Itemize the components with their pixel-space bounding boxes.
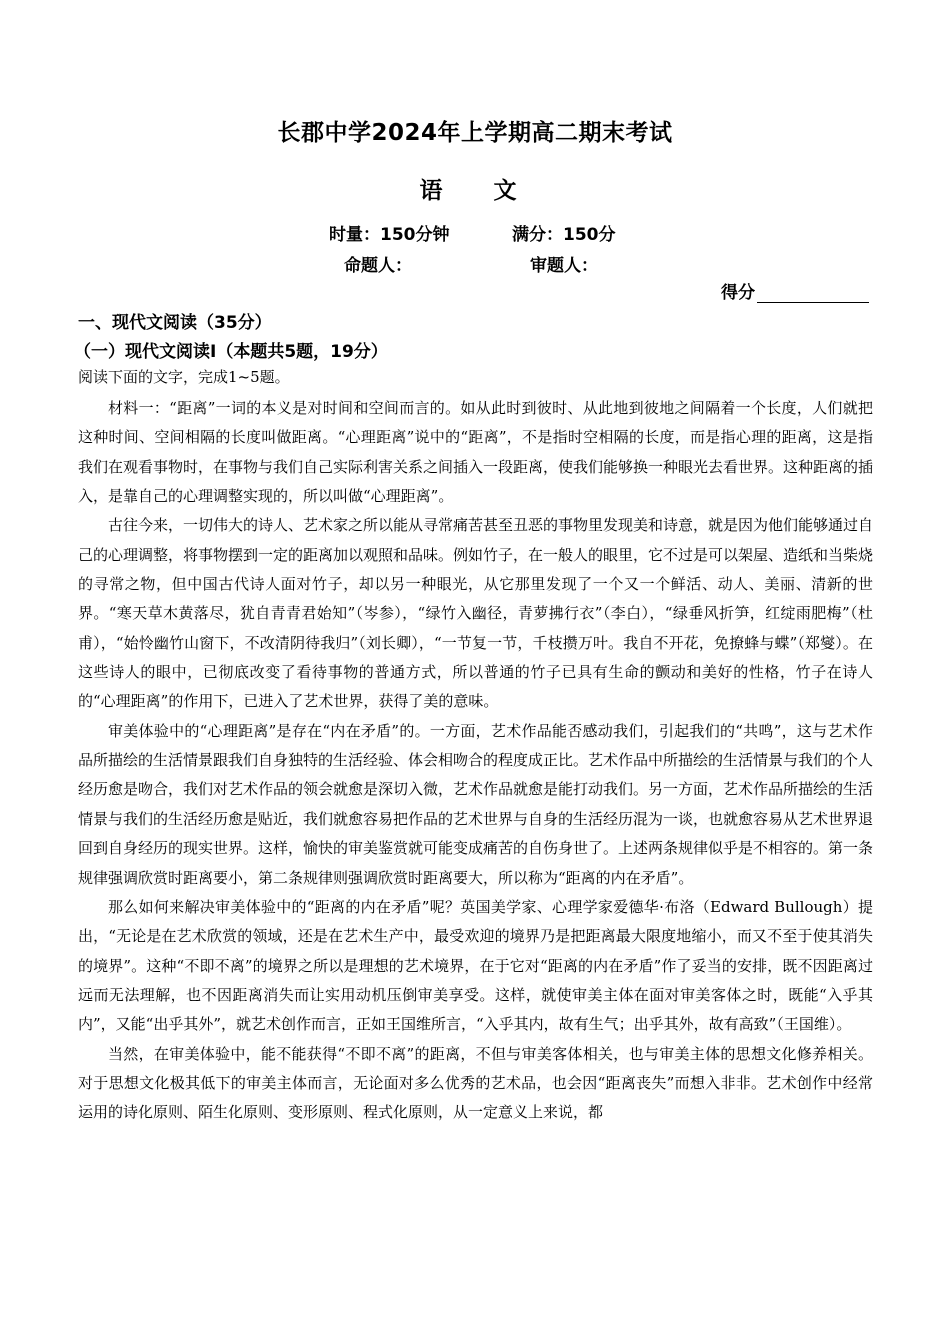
subject-title: 语 文 [419, 178, 531, 204]
exam-title: 长郡中学2024年上学期高二期末考试 [277, 120, 673, 146]
score-blank[interactable] [757, 282, 869, 303]
paragraph: 那么如何来解决审美体验中的“距离的内在矛盾”呢？英国美学家、心理学家爱德华·布洛（Edward Bullough）提出，“无论是在艺术欣赏的领域，还是在艺术生产中，最受欢迎的境界乃是把距离最大限度地缩小，而又不至于使其消失的境界”。这种“不即不离”的境界之所以是理想的艺术境界，在于它对“距离的内在矛盾”作了妥当的安排，既不因距离过远而无法理解，也不因距离消失而让实用动机压倒审美享受。这样，就使审美主体在面对审美客体之时，既能“入乎其内”，又能“出乎其外”，就艺术创作而言，正如王国维所言，“入乎其内，故有生气；出乎其外，故有高致”（王国维）。 [78, 897, 873, 1034]
subsection-heading: （一）现代文阅读Ⅰ（本题共5题，19分） [74, 342, 388, 362]
paragraph: 当然，在审美体验中，能不能获得“不即不离”的距离，不但与审美客体相关，也与审美主体的思想文化修养相关。对于思想文化极其低下的审美主体而言，无论面对多么优秀的艺术品，也会因“距离丧失”而想入非非。艺术创作中经常运用的诗化原则、陌生化原则、变形原则、程式化原则，从一定意义上来说，都 [78, 1044, 873, 1122]
score-label: 得分 [721, 283, 755, 303]
paragraph: 审美体验中的“心理距离”是存在“内在矛盾”的。一方面，艺术作品能否感动我们，引起我们的“共鸣”，这与艺术作品所描绘的生活情景跟我们自身独特的生活经验、体会相吻合的程度成正比。艺术作品中所描绘的生活情景与我们的个人经历愈是吻合，我们对艺术作品的领会就愈是深切入微，艺术作品就愈是能打动我们。另一方面，艺术作品所描绘的生活情景与我们的生活经历愈是贴近，我们就愈容易把作品的艺术世界与自身的生活经历混为一谈，也就愈容易从艺术世界退回到自身经历的现实世界。这样，愉快的审美鉴赏就可能变成痛苦的自伤身世了。上述两条规律似乎是不相容的。第一条规律强调欣赏时距离要小，第二条规律则强调欣赏时距离要大，所以称为“距离的内在矛盾”。 [78, 721, 874, 887]
full-score: 满分：150分 [512, 225, 616, 245]
reading-passage [78, 394, 873, 1128]
reading-instruction: 阅读下面的文字，完成1~5题。 [78, 368, 290, 386]
question-setter: 命题人： [344, 256, 412, 276]
section-heading: 一、现代文阅读（35分） [78, 313, 272, 333]
time-limit: 时量：150分钟 [329, 225, 450, 245]
reviewer: 审题人： [530, 256, 598, 276]
paragraph: 材料一：“距离”一词的本义是对时间和空间而言的。如从此时到彼时、从此地到彼地之间隔着一个长度，人们就把这种时间、空间相隔的长度叫做距离。“心理距离”说中的“距离”，不是指时空相隔的长度，而是指心理的距离，这是指我们在观看事物时，在事物与我们自己实际利害关系之间插入一段距离，使我们能够换一种眼光去看世界。这种距离的插入，是靠自己的心理调整实现的，所以叫做“心理距离”。 [78, 399, 874, 506]
paragraph: 古往今来，一切伟大的诗人、艺术家之所以能从寻常痛苦甚至丑恶的事物里发现美和诗意，就是因为他们能够通过自己的心理调整，将事物摆到一定的距离加以观照和品味。例如竹子，在一般人的眼里，它不过是可以架屋、造纸和当柴烧的寻常之物，但中国古代诗人面对竹子，却以另一种眼光，从它那里发现了一个又一个鲜活、动人、美丽、清新的世界。“寒天草木黄落尽，犹自青青君始知”（岑参），“绿竹入幽径，青萝拂行衣”（李白），“绿垂风折笋，红绽雨肥梅”（杜甫），“始怜幽竹山窗下，不改清阴待我归”（刘长卿），“一节复一节，千枝攒万叶。我自不开花，免撩蜂与蝶”（郑燮）。在这些诗人的眼中，已彻底改变了看待事物的普通方式，所以普通的竹子已具有生命的颤动和美好的性格，竹子在诗人的“心理距离”的作用下，已进入了艺术世界，获得了美的意味。 [78, 516, 874, 711]
score-field [721, 278, 869, 303]
